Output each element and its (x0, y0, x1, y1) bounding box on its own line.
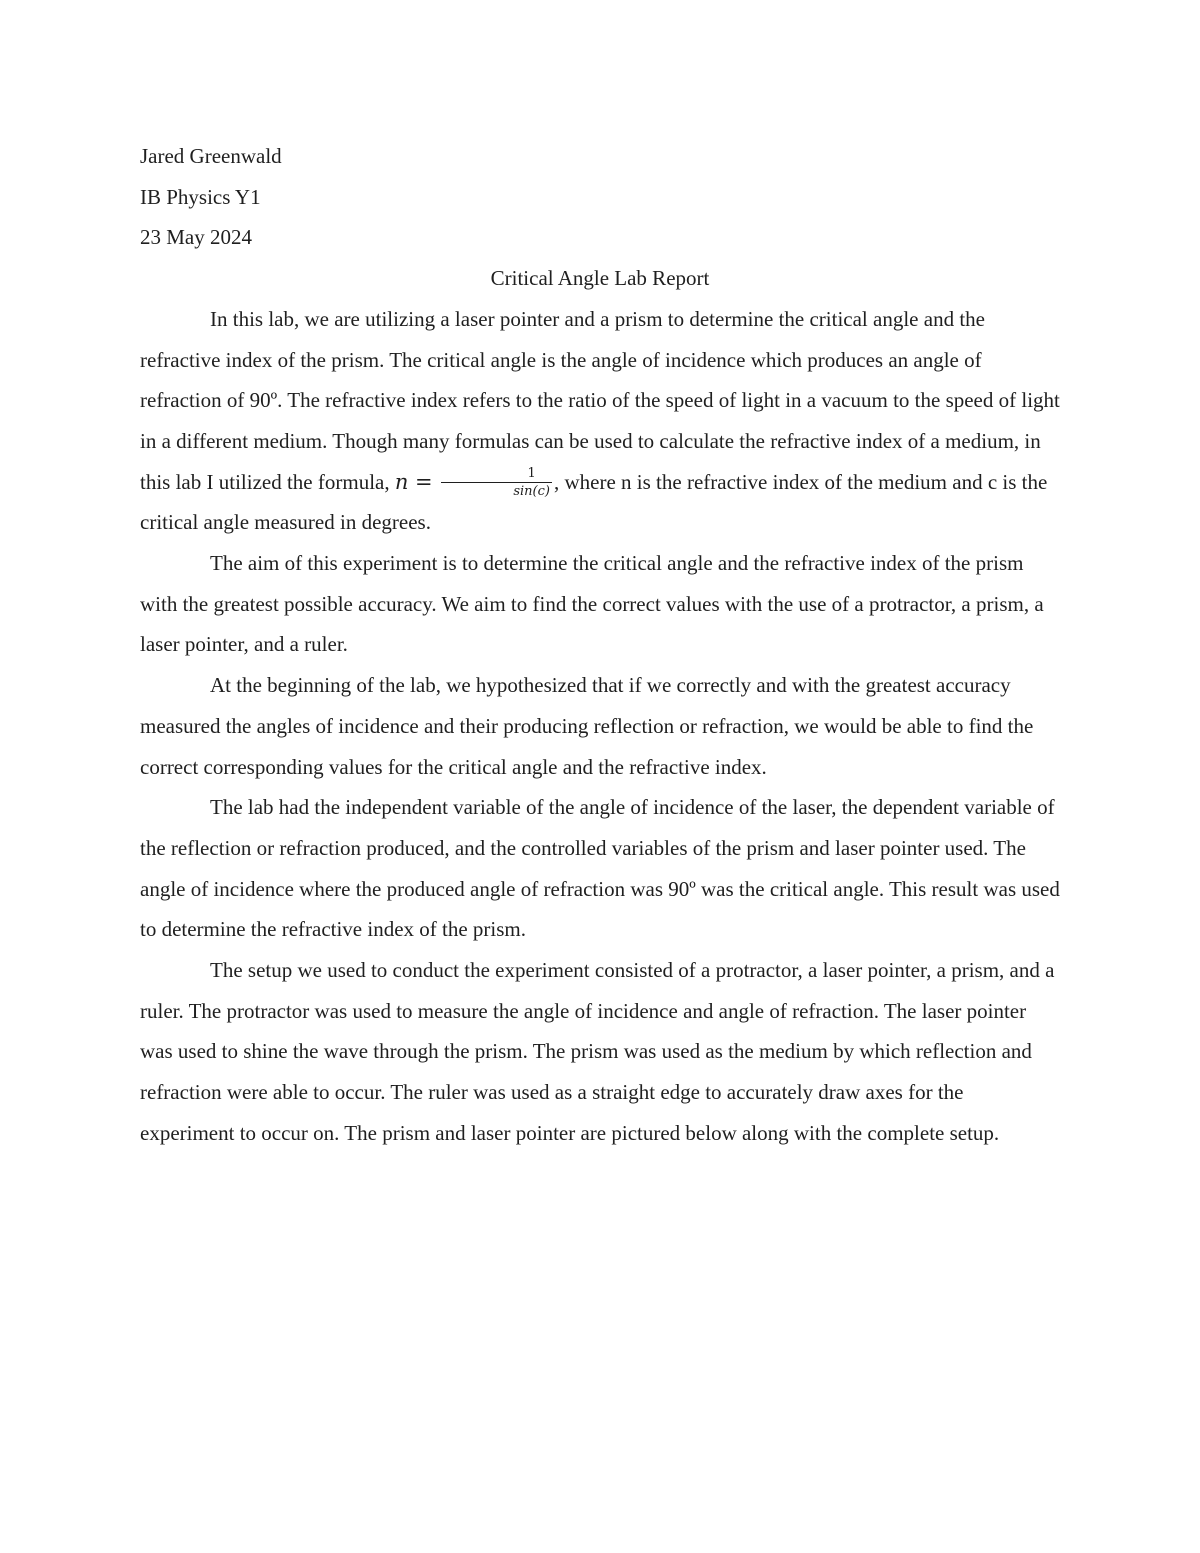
course-name: IB Physics Y1 (140, 184, 261, 209)
report-title: Critical Angle Lab Report (490, 266, 710, 291)
aim-paragraph: The aim of this experiment is to determine the critical angle and the refractive index of the prism with the greatest possible accuracy. We aim to find the correct values with the use of a protractor, a prism, a laser pointer, and a ruler. (140, 551, 1044, 657)
report-date: 23 May 2024 (140, 225, 252, 250)
variables-paragraph: The lab had the independent variable of the angle of incidence of the laser, the dependent variable of the reflection or refraction produced, and the controlled variables of the prism and laser pointer used. The angle of incidence where the produced angle of refraction was 90º was the critical angle. This result was used to determine the refractive index of the prism. (140, 795, 1060, 942)
author-name: Jared Greenwald (140, 144, 282, 168)
intro-text-after-formula: , where n is the refractive index of the medium and c is the critical angle measured in degrees. (140, 469, 1048, 535)
intro-paragraph (140, 299, 1060, 543)
setup-paragraph: The setup we used to conduct the experiment consisted of a protractor, a laser pointer, a prism, and a ruler. The protractor was used to measure the angle of incidence and angle of refraction. The laser pointer was used to shine the wave through the prism. The prism was used as the medium by which reflection and refraction were able to occur. The ruler was used as a straight edge to accurately draw axes for the experiment to occur on. The prism and laser pointer are pictured below along with the complete setup. (140, 958, 1055, 1145)
hypothesis-paragraph: At the beginning of the lab, we hypothesized that if we correctly and with the greatest accuracy measured the angles of incidence and their producing reflection or refraction, we would be able to find the correct corresponding values for the critical angle and the refractive index. (140, 673, 1034, 779)
formula-fraction (441, 467, 552, 499)
intro-text-before-formula: In this lab, we are utilizing a laser pointer and a prism to determine the critical angle and the refractive index of the prism. The critical angle is the angle of incidence which produces an angle of refraction of 90º. The refractive index refers to the ratio of the speed of light in a vacuum to the speed of light in a different medium. Though many formulas can be used to calculate the refractive index of a medium, in this lab I utilized the formula, (140, 306, 1060, 494)
refractive-index-formula (394, 466, 554, 500)
formula-denominator: sin(c) (513, 484, 550, 500)
formula-lhs: n = (394, 469, 433, 494)
formula-numerator: 1 (441, 467, 552, 483)
document-body (140, 136, 1060, 1154)
